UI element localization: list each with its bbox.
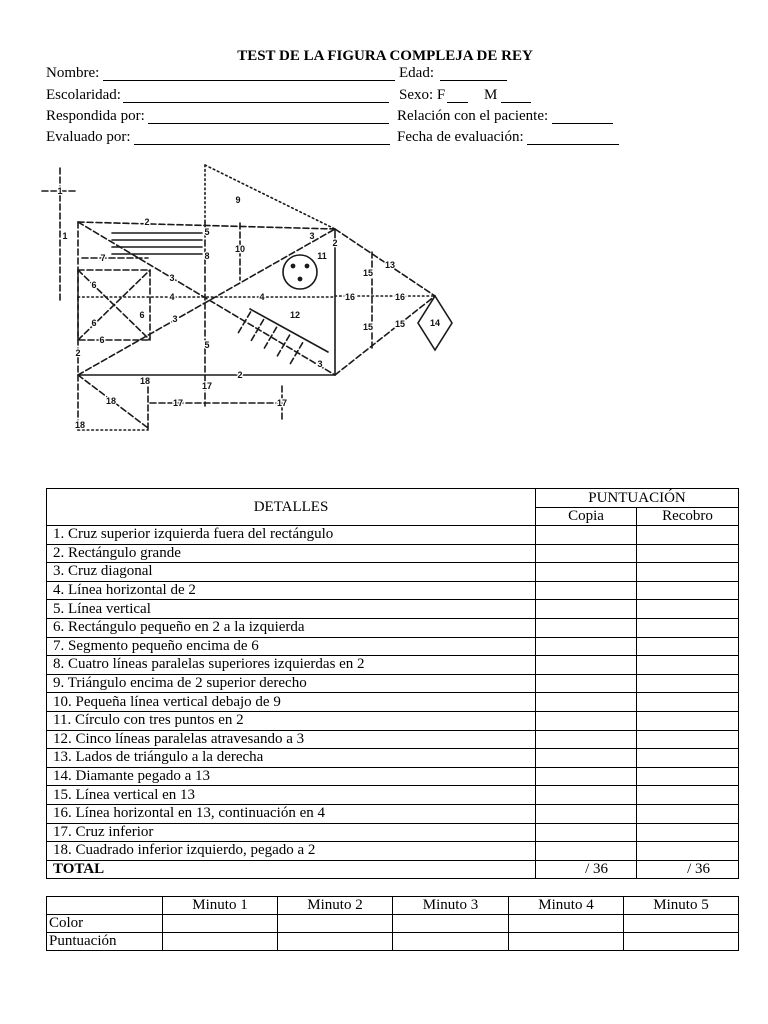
- table-row: [47, 618, 739, 637]
- table-row: [47, 526, 739, 545]
- evaluation-date-label: Fecha de evaluación:: [397, 129, 524, 145]
- figure-label: 3: [309, 231, 315, 241]
- minutes-header-row: [47, 897, 739, 915]
- recall-score-cell: [637, 526, 739, 545]
- figure-label: 2: [237, 370, 243, 380]
- name-label: Nombre:: [46, 65, 100, 81]
- table-row: [47, 563, 739, 582]
- figure-label: 15: [362, 322, 374, 332]
- element-6-small-rectangle: [78, 270, 150, 340]
- figure-label: 16: [394, 292, 406, 302]
- figure-label: 18: [139, 376, 151, 386]
- detail-cell: 18. Cuadrado inferior izquierdo, pegado a 2: [47, 842, 536, 861]
- figure-label: 9: [235, 195, 241, 205]
- color-minute-cell: [509, 915, 624, 933]
- rey-complex-figure: [30, 155, 470, 440]
- total-row: [47, 860, 739, 879]
- recall-score-cell: [637, 563, 739, 582]
- answered-by-label: Respondida por:: [46, 108, 145, 124]
- detail-cell: 3. Cruz diagonal: [47, 563, 536, 582]
- table-row: [47, 786, 739, 805]
- copy-score-cell: [536, 618, 637, 637]
- detail-cell: 17. Cruz inferior: [47, 823, 536, 842]
- recall-score-cell: [637, 693, 739, 712]
- color-minute-cell: [278, 915, 393, 933]
- color-row: [47, 915, 739, 933]
- figure-label: 6: [139, 310, 145, 320]
- figure-label: 7: [100, 253, 106, 263]
- score-minute-cell: [278, 933, 393, 951]
- copy-score-cell: [536, 581, 637, 600]
- copy-score-cell: [536, 749, 637, 768]
- recall-score-cell: [637, 842, 739, 861]
- element-13-right-triangle-sides: [335, 229, 435, 375]
- copy-score-cell: [536, 526, 637, 545]
- copy-score-cell: [536, 711, 637, 730]
- copy-score-cell: [536, 767, 637, 786]
- details-scoring-table: [46, 488, 739, 879]
- recall-score-cell: [637, 618, 739, 637]
- figure-label: 5: [204, 227, 210, 237]
- figure-label: 3: [317, 359, 323, 369]
- table-row: [47, 656, 739, 675]
- figure-label: 6: [91, 318, 97, 328]
- minutes-table-corner: [47, 897, 163, 915]
- figure-label: 12: [289, 310, 301, 320]
- age-label: Edad:: [399, 65, 434, 81]
- table-row: [47, 749, 739, 768]
- sex-m-blank-line: [501, 102, 531, 103]
- figure-label: 2: [332, 238, 338, 248]
- color-minute-cell: [624, 915, 739, 933]
- table-row: [47, 581, 739, 600]
- sex-m-label: M: [484, 87, 498, 103]
- copy-score-cell: [536, 842, 637, 861]
- detail-cell: 1. Cruz superior izquierda fuera del rectángulo: [47, 526, 536, 545]
- figure-label: 8: [204, 251, 210, 261]
- figure-label: 2: [144, 217, 150, 227]
- color-row-label: Color: [47, 915, 163, 933]
- recall-header: Recobro: [637, 508, 739, 526]
- answered-by-blank-line: [148, 123, 389, 124]
- figure-label: 14: [429, 318, 441, 328]
- copy-header: Copia: [536, 508, 637, 526]
- recall-score-cell: [637, 674, 739, 693]
- detail-cell: 15. Línea vertical en 13: [47, 786, 536, 805]
- detail-cell: 11. Círculo con tres puntos en 2: [47, 711, 536, 730]
- recall-score-cell: [637, 767, 739, 786]
- details-header: DETALLES: [47, 489, 536, 526]
- recall-score-cell: [637, 823, 739, 842]
- figure-label: 10: [234, 244, 246, 254]
- detail-cell: 12. Cinco líneas paralelas atravesando a 3: [47, 730, 536, 749]
- color-minute-cell: [393, 915, 509, 933]
- copy-score-cell: [536, 600, 637, 619]
- detail-cell: 5. Línea vertical: [47, 600, 536, 619]
- score-minute-cell: [509, 933, 624, 951]
- figure-label: 17: [276, 398, 288, 408]
- figure-label: 11: [317, 251, 327, 261]
- total-recall-score: / 36: [637, 860, 739, 879]
- minute-2-header: Minuto 2: [278, 897, 393, 915]
- table-row: [47, 730, 739, 749]
- recall-score-cell: [637, 581, 739, 600]
- recall-score-cell: [637, 804, 739, 823]
- figure-label: 15: [394, 319, 406, 329]
- recall-score-cell: [637, 600, 739, 619]
- copy-score-cell: [536, 656, 637, 675]
- sex-f-blank-line: [447, 102, 468, 103]
- copy-score-cell: [536, 804, 637, 823]
- figure-label: 3: [172, 314, 178, 324]
- copy-score-cell: [536, 544, 637, 563]
- table-row: [47, 600, 739, 619]
- detail-cell: 7. Segmento pequeño encima de 6: [47, 637, 536, 656]
- schooling-blank-line: [123, 102, 389, 103]
- score-minute-cell: [624, 933, 739, 951]
- detail-cell: 13. Lados de triángulo a la derecha: [47, 749, 536, 768]
- detail-cell: 6. Rectángulo pequeño en 2 a la izquierda: [47, 618, 536, 637]
- recall-score-cell: [637, 786, 739, 805]
- document-title: TEST DE LA FIGURA COMPLEJA DE REY: [237, 48, 533, 64]
- detail-cell: 16. Línea horizontal en 13, continuación en 4: [47, 804, 536, 823]
- score-row-label: Puntuación: [47, 933, 163, 951]
- figure-label: 4: [169, 292, 175, 302]
- relationship-label: Relación con el paciente:: [397, 108, 549, 124]
- element-11-circle-with-dots: [283, 255, 317, 289]
- figure-label: 2: [75, 348, 81, 358]
- figure-label: 5: [204, 340, 210, 350]
- figure-label: 17: [201, 381, 213, 391]
- figure-label: 18: [105, 396, 117, 406]
- relationship-blank-line: [552, 123, 613, 124]
- figure-label: 13: [384, 260, 396, 270]
- schooling-label: Escolaridad:: [46, 87, 121, 103]
- figure-label: 15: [362, 268, 374, 278]
- copy-score-cell: [536, 563, 637, 582]
- recall-score-cell: [637, 711, 739, 730]
- figure-label: 3: [169, 273, 175, 283]
- total-label: TOTAL: [47, 860, 536, 879]
- name-blank-line: [103, 80, 395, 81]
- copy-score-cell: [536, 730, 637, 749]
- detail-cell: 4. Línea horizontal de 2: [47, 581, 536, 600]
- minute-5-header: Minuto 5: [624, 897, 739, 915]
- total-copy-score: / 36: [536, 860, 637, 879]
- table-row: [47, 842, 739, 861]
- detail-cell: 2. Rectángulo grande: [47, 544, 536, 563]
- recall-score-cell: [637, 637, 739, 656]
- table-row: [47, 767, 739, 786]
- table-row: [47, 693, 739, 712]
- copy-score-cell: [536, 637, 637, 656]
- minute-4-header: Minuto 4: [509, 897, 624, 915]
- table-row: [47, 711, 739, 730]
- minutes-table: [46, 896, 739, 951]
- figure-label: 6: [91, 280, 97, 290]
- score-minute-cell: [163, 933, 278, 951]
- recall-score-cell: [637, 749, 739, 768]
- figure-label: 18: [74, 420, 86, 430]
- detail-cell: 10. Pequeña línea vertical debajo de 9: [47, 693, 536, 712]
- evaluated-by-label: Evaluado por:: [46, 129, 131, 145]
- detail-cell: 8. Cuatro líneas paralelas superiores izquierdas en 2: [47, 656, 536, 675]
- color-minute-cell: [163, 915, 278, 933]
- recall-score-cell: [637, 656, 739, 675]
- detail-cell: 9. Triángulo encima de 2 superior derecho: [47, 674, 536, 693]
- sex-label: Sexo: F: [399, 87, 446, 103]
- element-9-upper-triangle: [205, 165, 335, 229]
- element-17-lower-cross: [150, 375, 282, 420]
- copy-score-cell: [536, 823, 637, 842]
- table-row: [47, 637, 739, 656]
- score-row: [47, 933, 739, 951]
- copy-score-cell: [536, 674, 637, 693]
- score-minute-cell: [393, 933, 509, 951]
- minute-3-header: Minuto 3: [393, 897, 509, 915]
- figure-label: 4: [259, 292, 265, 302]
- table-row: [47, 544, 739, 563]
- table-row: [47, 804, 739, 823]
- table-row: [47, 674, 739, 693]
- figure-label: 16: [344, 292, 356, 302]
- score-header: PUNTUACIÓN: [536, 489, 739, 508]
- figure-label: 17: [172, 398, 184, 408]
- element-12-five-parallel-lines: [238, 309, 328, 364]
- recall-score-cell: [637, 730, 739, 749]
- copy-score-cell: [536, 786, 637, 805]
- figure-label: 1: [57, 186, 63, 196]
- copy-score-cell: [536, 693, 637, 712]
- recall-score-cell: [637, 544, 739, 563]
- evaluation-date-blank-line: [527, 144, 619, 145]
- evaluated-by-blank-line: [134, 144, 390, 145]
- figure-label: 1: [62, 231, 68, 241]
- age-blank-line: [440, 80, 507, 81]
- table-header-row: [47, 489, 739, 508]
- table-row: [47, 823, 739, 842]
- detail-cell: 14. Diamante pegado a 13: [47, 767, 536, 786]
- figure-label: 6: [99, 335, 105, 345]
- minute-1-header: Minuto 1: [163, 897, 278, 915]
